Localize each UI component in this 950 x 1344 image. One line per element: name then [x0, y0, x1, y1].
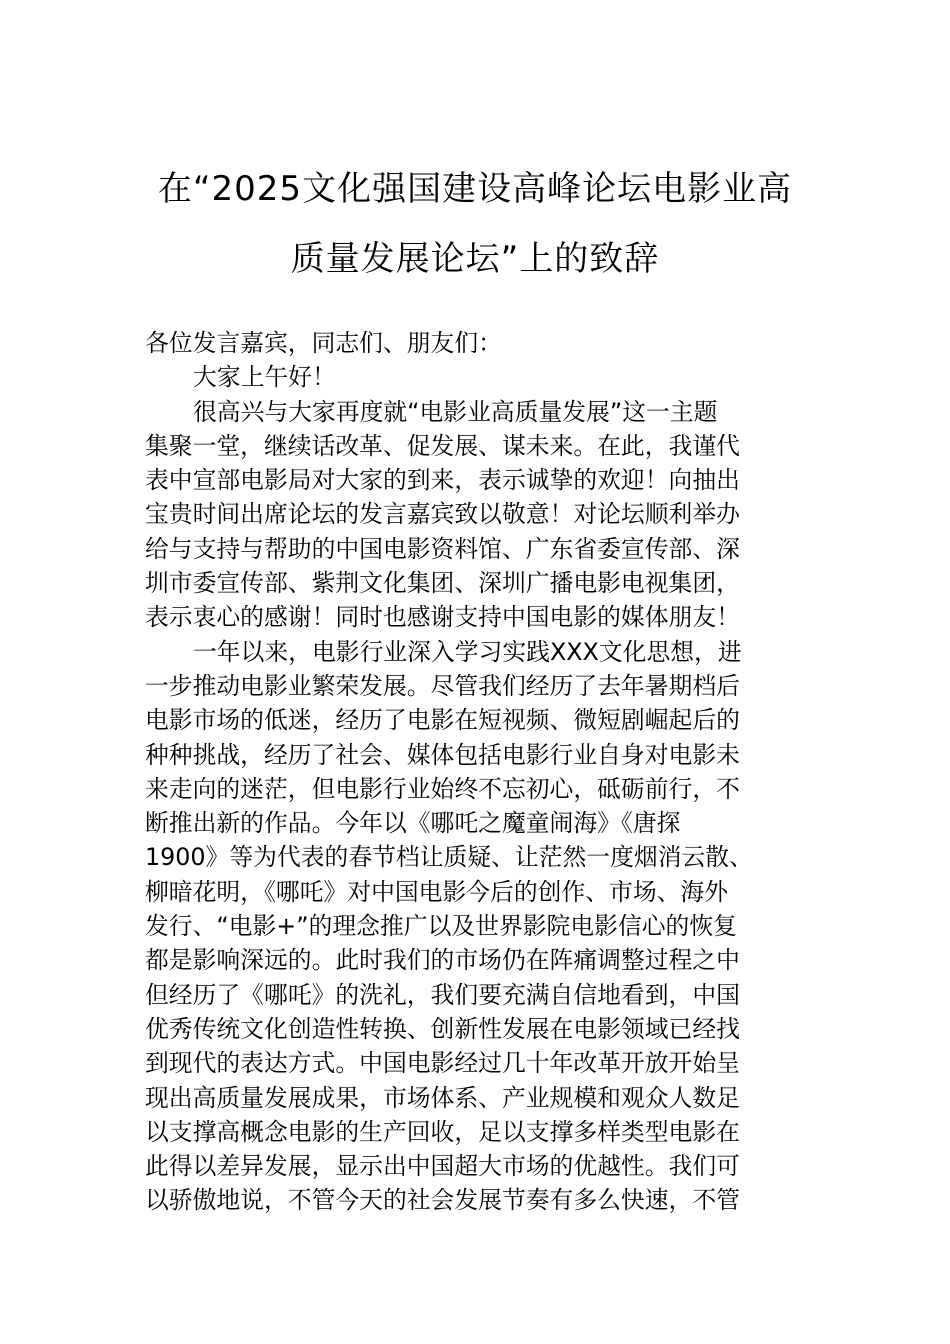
paragraph-line: 但经历了《哪吒》的洗礼，我们要充满自信地看到，中国 [145, 980, 740, 1009]
paragraph-line: 给与支持与帮助的中国电影资料馆、广东省委宣传部、深 [145, 534, 740, 563]
paragraph-line: 1900》等为代表的春节档让质疑、让茫然一度烟消云散、 [145, 843, 753, 872]
paragraph-line: 集聚一堂，继续话改革、促发展、谋未来。在此，我谨代 [145, 431, 740, 460]
paragraph-line: 来走向的迷茫，但电影行业始终不忘初心，砥砺前行，不 [145, 774, 740, 803]
greeting: 大家上午好！ [193, 363, 336, 392]
paragraph-line: 此得以差异发展，显示出中国超大市场的优越性。我们可 [145, 1152, 740, 1181]
paragraph-line: 表示衷心的感谢！同时也感谢支持中国电影的媒体朋友！ [145, 603, 740, 632]
paragraph-line: 到现代的表达方式。中国电影经过几十年改革开放开始呈 [145, 1049, 740, 1078]
paragraph-line: 以骄傲地说，不管今天的社会发展节奏有多么快速，不管 [145, 1186, 740, 1215]
paragraph-line: 一步推动电影业繁荣发展。尽管我们经历了去年暑期档后 [145, 671, 740, 700]
document-title-line-2: 质量发展论坛”上的致辞 [290, 239, 660, 279]
paragraph-line: 发行、“电影+”的理念推广以及世界影院电影信心的恢复 [145, 912, 737, 941]
paragraph-line: 都是影响深远的。此时我们的市场仍在阵痛调整过程之中 [145, 946, 740, 975]
paragraph-line: 宝贵时间出席论坛的发言嘉宾致以敬意！对论坛顺利举办 [145, 500, 740, 529]
paragraph-line: 优秀传统文化创造性转换、创新性发展在电影领域已经找 [145, 1014, 740, 1043]
salutation: 各位发言嘉宾，同志们、朋友们： [145, 329, 502, 357]
paragraph-line: 很高兴与大家再度就“电影业高质量发展”这一主题 [193, 397, 718, 426]
paragraph-line: 表中宣部电影局对大家的到来，表示诚挚的欢迎！向抽出 [145, 466, 740, 495]
paragraph-line: 种种挑战，经历了社会、媒体包括电影行业自身对电影未 [145, 740, 740, 769]
document-title-line-1: 在“2025文化强国建设高峰论坛电影业高 [157, 169, 793, 209]
document-body [145, 326, 810, 1218]
paragraph-line: 现出高质量发展成果，市场体系、产业规模和观众人数足 [145, 1083, 740, 1112]
paragraph-line: 一年以来，电影行业深入学习实践XXX文化思想，进 [193, 637, 742, 666]
paragraph-line: 圳市委宣传部、紫荆文化集团、深圳广播电影电视集团， [145, 569, 740, 598]
paragraph-line: 以支撑高概念电影的生产回收，足以支撑多样类型电影在 [145, 1117, 740, 1146]
paragraph-line: 断推出新的作品。今年以《哪吒之魔童闹海》《唐探 [145, 809, 681, 838]
paragraph-line: 电影市场的低迷，经历了电影在短视频、微短剧崛起后的 [145, 706, 740, 735]
paragraph-line: 柳暗花明，《哪吒》对中国电影今后的创作、市场、海外 [145, 877, 729, 906]
